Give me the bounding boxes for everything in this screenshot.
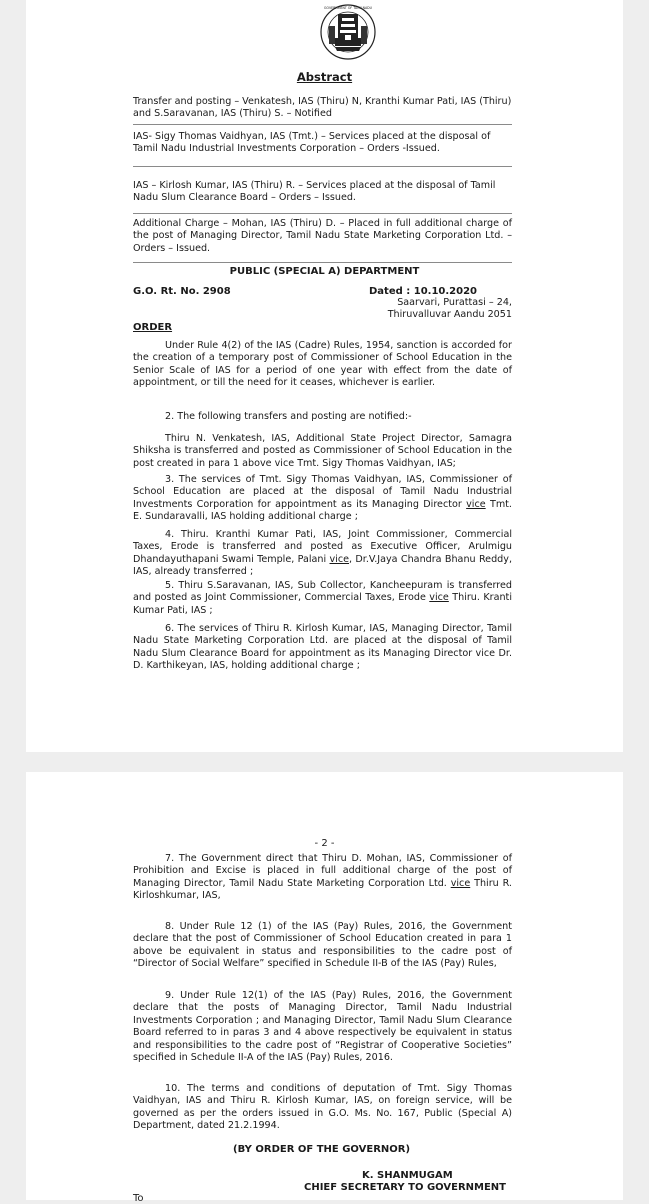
emblem-caption: GOVERNMENT OF TAMILNADU <box>324 6 372 10</box>
go-number: G.O. Rt. No. 2908 <box>133 286 231 297</box>
divider <box>133 166 512 167</box>
subject-2: IAS- Sigy Thomas Vaidhyan, IAS (Tmt.) – Services placed at the disposal of Tamil Nadu Industrial Investments Corporation – Orders -Issued. <box>133 131 491 155</box>
order-para-3: 3. The services of Tmt. Sigy Thomas Vaidhyan, IAS, Commissioner of School Education are placed at the disposal of Tamil Nadu Industrial Investments Corporation for appointment as its Managing Director vice Tmt. E. Sundaravalli, IAS holding additional charge ; <box>133 474 512 523</box>
signatory-name: K. SHANMUGAM <box>362 1170 453 1181</box>
order-para-4: 4. Thiru. Kranthi Kumar Pati, IAS, Joint Commissioner, Commercial Taxes, Erode is transferred and posted as Executive Officer, Arulmigu Dhandayuthapani Swami Temple, Palani vice, Dr.V.Jaya Chandra Bhanu Reddy, IAS, already transferred ; <box>133 529 512 578</box>
order-para-7: 7. The Government direct that Thiru D. Mohan, IAS, Commissioner of Prohibition and Excise is placed in full additional charge of the post of Managing Director, Tamil Nadu State Marketing Corporation Ltd. vice Thiru R. Kirloshkumar, IAS, <box>133 853 512 902</box>
order-para-10: 10. The terms and conditions of deputation of Tmt. Sigy Thomas Vaidhyan, IAS and Thiru R. Kirlosh Kumar, IAS, on foreign service, will be governed as per the orders issued in G.O. Ms. No. 167, Public (Special A) Department, dated 21.2.1994. <box>133 1083 512 1132</box>
abstract-title: Abstract <box>296 70 353 84</box>
subject-4: Additional Charge – Mohan, IAS (Thiru) D. – Placed in full additional charge of the post of Managing Director, Tamil Nadu State Marketing Corporation Ltd. – Orders – Issued. <box>133 218 512 254</box>
order-para-9: 9. Under Rule 12(1) of the IAS (Pay) Rules, 2016, the Government declare that the posts of Managing Director, Tamil Nadu Industrial Investments Corporation ; and Managing Director, Tamil Nadu Slum Clearance Board referred to in paras 3 and 4 above respectively be equivalent in status and responsibilities to the cadre post of “Registrar of Cooperative Societies” specified in Schedule II-A of the IAS (Pay) Rules, 2016. <box>133 990 512 1064</box>
subject-3: IAS – Kirlosh Kumar, IAS (Thiru) R. – Services placed at the disposal of Tamil Nadu Slum Clearance Board – Orders – Issued. <box>133 180 496 204</box>
order-para-2a: Thiru N. Venkatesh, IAS, Additional State Project Director, Samagra Shiksha is transferred and posted as Commissioner of School Education in the post created in para 1 above vice Tmt. Sigy Thomas Vaidhyan, IAS; <box>133 433 512 469</box>
order-para-6: 6. The services of Thiru R. Kirlosh Kumar, IAS, Managing Director, Tamil Nadu State Marketing Corporation Ltd. are placed at the disposal of Tamil Nadu Slum Clearance Board for appointment as its Managing Director vice Dr. D. Karthikeyan, IAS, holding additional charge ; <box>133 623 512 672</box>
tamil-date-line2: Thiruvalluvar Aandu 2051 <box>387 309 512 320</box>
page-number: - 2 - <box>314 838 335 849</box>
divider <box>133 262 512 263</box>
order-para-8: 8. Under Rule 12 (1) of the IAS (Pay) Rules, 2016, the Government declare that the post of Commissioner of School Education created in para 1 above be equivalent in status and responsibilities to the cadre post of “Director of Social Welfare” specified in Schedule II-B of the IAS (Pay) Rules, <box>133 921 512 970</box>
department-heading: PUBLIC (SPECIAL A) DEPARTMENT <box>229 266 420 277</box>
order-para-5: 5. Thiru S.Saravanan, IAS, Sub Collector, Kancheepuram is transferred and posted as Joint Commissioner, Commercial Taxes, Erode vice Thiru. Kranti Kumar Pati, IAS ; <box>133 580 512 616</box>
divider <box>133 124 512 125</box>
to-label: To <box>133 1193 144 1204</box>
tamil-nadu-government-emblem-icon <box>320 2 376 64</box>
subject-1: Transfer and posting – Venkatesh, IAS (Thiru) N, Kranthi Kumar Pati, IAS (Thiru) and S.Saravanan, IAS (Thiru) S. – Notified <box>133 96 512 120</box>
document-page-2 <box>26 772 623 1204</box>
dated: Dated : 10.10.2020 <box>369 286 477 297</box>
tamil-date-line1: Saarvari, Purattasi – 24, <box>397 297 512 308</box>
order-para-2: 2. The following transfers and posting are notified:- <box>165 411 412 422</box>
order-para-1: Under Rule 4(2) of the IAS (Cadre) Rules, 1954, sanction is accorded for the creation of a temporary post of Commissioner of School Education in the Senior Scale of IAS for a period of one year with effect from the date of appointment, or till the need for it ceases, whichever is earlier. <box>133 340 512 389</box>
divider <box>133 213 512 214</box>
document-page-1 <box>26 0 623 752</box>
by-order-of-governor: (BY ORDER OF THE GOVERNOR) <box>233 1144 411 1155</box>
signatory-title: CHIEF SECRETARY TO GOVERNMENT <box>304 1182 506 1193</box>
order-heading: ORDER <box>133 322 173 333</box>
